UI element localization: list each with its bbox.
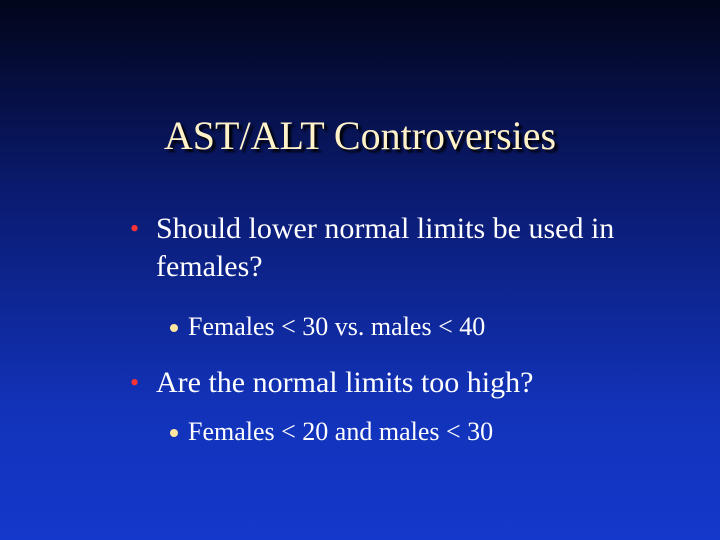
sub-bullet-text-1: Females < 30 vs. males < 40 — [188, 312, 486, 341]
sub-bullet-dot-icon — [170, 429, 178, 437]
sub-bullet-dot-icon — [170, 324, 178, 332]
bullet-marker: • — [130, 214, 140, 243]
sub-bullet-text-2: Females < 20 and males < 30 — [188, 417, 494, 446]
bullet-marker: • — [130, 368, 140, 397]
bullet-text-2: Are the normal limits too high? — [156, 366, 534, 399]
bullet-text-1: Should lower normal limits be used in females? — [156, 212, 615, 283]
slide-title: AST/ALT Controversies — [163, 113, 557, 158]
